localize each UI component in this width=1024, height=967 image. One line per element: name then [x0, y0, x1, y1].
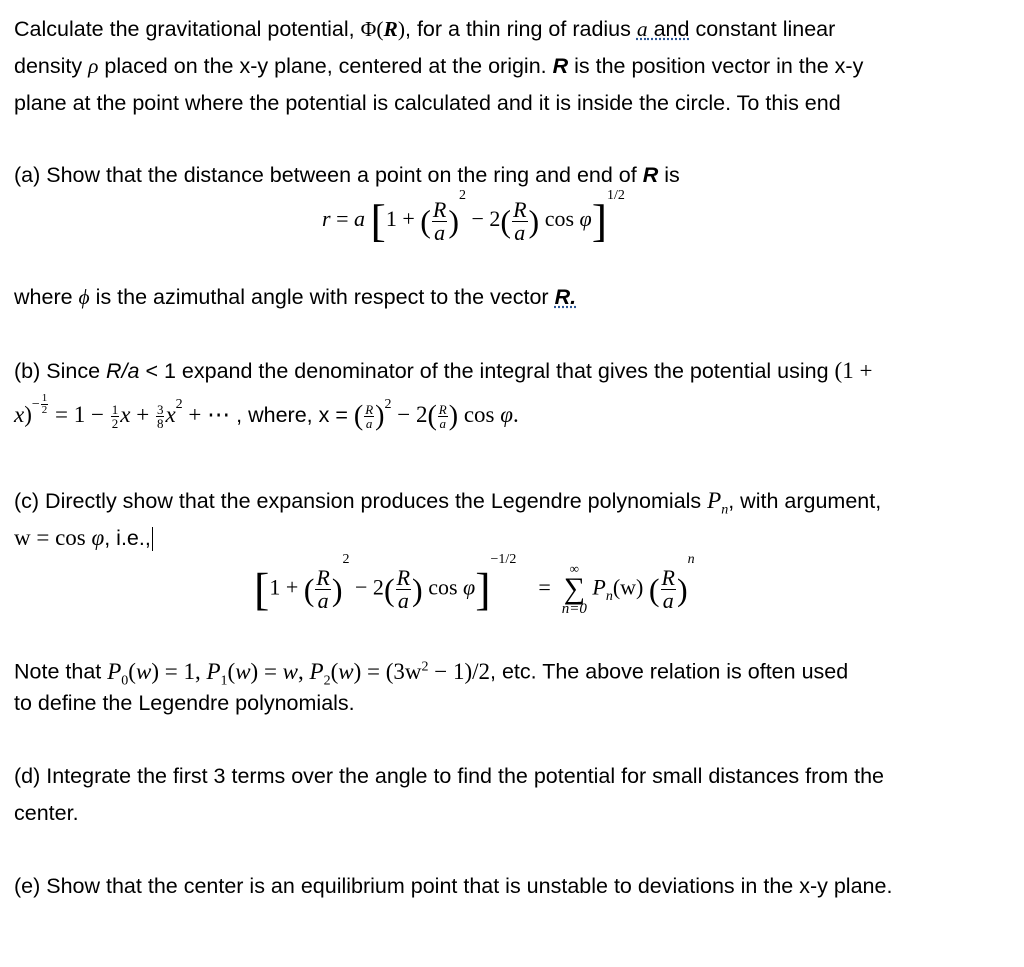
part-b-line-2: x)$^{- \frac{1}{2}}$ = 1 − $\frac{1}{2}$ x + $\frac{3}{8}$ $x^2$ + ⋯ , where, x = ( $\frac{R}{a}$ )$^2$ − 2( $\frac{R}{a}$ ) cos φ. — [14, 392, 519, 432]
text-cursor — [152, 527, 153, 551]
part-c-note-line-2: to define the Legendre polynomials. — [14, 691, 355, 715]
part-a-statement: (a) Show that the distance between a point on the ring and end of R is — [14, 163, 680, 187]
part-a-exponent: 1/2 — [607, 188, 625, 203]
part-b-line-1: (b) Since R/a < 1 expand the denominator of the integral that gives the potential using (1 + — [14, 358, 873, 383]
part-c-exponent-right: n — [687, 552, 695, 567]
intro-line-1: Calculate the gravitational potential, Φ(R), for a thin ring of radius a and constant linear — [14, 17, 836, 41]
part-c-line-1: (c) Directly show that the expansion produces the Legendre polynomials $P_n$, with argument, — [14, 488, 882, 518]
sum-symbol: ∞ ∑ n=0 — [561, 561, 587, 617]
part-d-line-1: (d) Integrate the first 3 terms over the angle to find the potential for small distances from the — [14, 764, 884, 788]
part-c-exponent-left: −1/2 — [490, 552, 517, 567]
intro-line-2: density ρ placed on the x-y plane, centered at the origin. R is the position vector in the x-y — [14, 54, 864, 78]
part-e-line-1: (e) Show that the center is an equilibrium point that is unstable to deviations in the x-y plane. — [14, 874, 893, 898]
part-c-equation: [1 + ( $\frac{R}{a}$ )$^2$ − 2( $\frac{R}{a}$ ) cos φ]$^{-1/2}$ = ∞ ∑ n=0 $P_n(w)$ ( $\frac{R}{a}$ )$^n$ — [254, 552, 695, 617]
part-c-note-line-1: Note that $P_0(w) = 1$, $P_1(w) = w$, $P_2(w) = (3w^2 - 1)/2$, etc. The above relation is often used — [14, 658, 849, 689]
intro-line-3: plane at the point where the potential is calculated and it is inside the circle. To this end — [14, 91, 841, 115]
part-b-where: , where, x = — [236, 403, 348, 427]
part-a-note: where ϕ is the azimuthal angle with respect to the vector R. — [14, 285, 577, 309]
part-c-line-2: w = cos φ, i.e., — [14, 525, 151, 550]
part-a-equation: r = a [1 + ( $\frac{R}{a}$ )$^2$ − 2( $\frac{R}{a}$ ) cos φ]$^{1/2}$ — [322, 188, 625, 246]
part-d-line-2: center. — [14, 801, 79, 825]
